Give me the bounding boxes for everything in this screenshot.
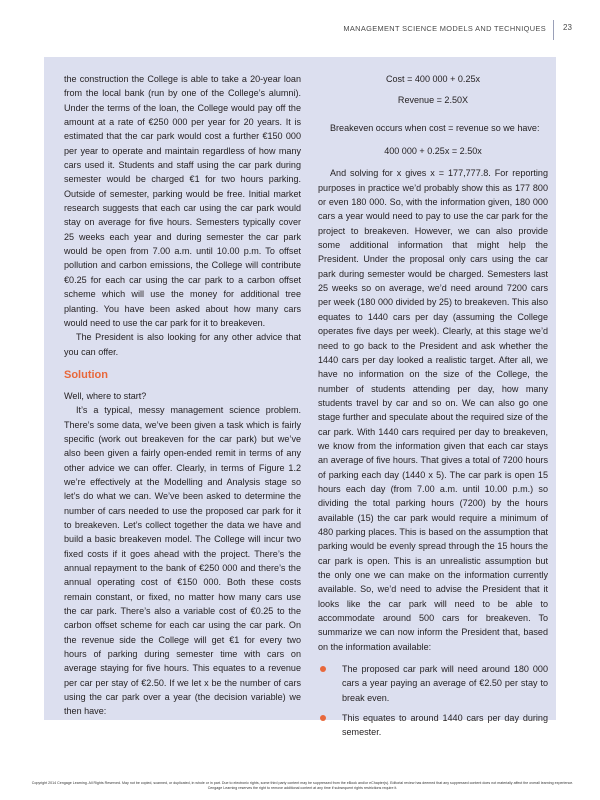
running-header-title: MANAGEMENT SCIENCE MODELS AND TECHNIQUES xyxy=(343,24,546,33)
page-header xyxy=(0,0,600,40)
copyright-notice: Copyright 2014 Cengage Learning. All Rights Reserved. May not be copied, scanned, or duplicated, in whole or in part. Due to electronic rights, some third party content may be suppressed from the eBook and/or eChapter(s). Editorial review has deemed that any suppressed content does not materially affect the overall learning experience. Cengage Learning reserves the right to remove additional content at any time if subsequent rights restrictions require it. xyxy=(31,781,574,791)
revenue-equation: Revenue = 2.50X xyxy=(397,95,469,106)
paragraph: It’s a typical, messy management science problem. There’s some data, we’ve been given a task which is fairly specific (work out breakeven for the car park) but we’ve also been given a fairly open-ended remit in terms of any other advice we can offer. Clearly, in terms of Figure 1.2 we’re effectively at the Modelling and Analysis stage so let’s do what we can. We’ve been asked to determine the number of cars needed to use the proposed car park for it to breakeven. Let’s collect together the data we have and build a basic breakeven model. The College will incur two fixed costs if it goes ahead with the project. There’s the annual repayment to the bank of €250 000 and there’s the annual operating cost of €150 000. Both these costs remain constant, or fixed, no matter how many cars use the car park. There’s also a variable cost of €0.25 to the carbon offset scheme for each car using the car park. On the revenue side the College will get €1 for every two hours of parking during semester time with cars on average staying for five hours. This equates to a revenue per car per stay of €2.50. If we let x be the number of cars using the car park over a year (the decision variable) we then have: xyxy=(64,405,301,717)
right-column xyxy=(318,72,548,746)
page-number: 23 xyxy=(563,23,572,32)
bullet-icon xyxy=(320,715,326,721)
list-item xyxy=(318,662,548,705)
summary-list xyxy=(318,662,548,740)
list-item-text: The proposed car park will need around 180 000 cars a year paying an average of €2.50 per stay to break even. xyxy=(342,664,548,703)
cost-equation: Cost = 400 000 + 0.25x xyxy=(385,74,481,84)
breakeven-equation: 400 000 + 0.25x = 2.50x xyxy=(384,146,482,157)
list-item-text: This equates to around 1440 cars per day during semester. xyxy=(342,713,548,738)
paragraph: the construction the College is able to take a 20-year loan from the local bank (run by one of the College’s alumni). Under the terms of the loan, the College would pay off the amount at a rate of €250 000 per year for 20 years. It is estimated that the car park would cost a further €150 000 per year to operate and maintain regardless of how many cars used it. Students and staff using the car park during semester would be charged €1 for two hours parking. Outside of semester, parking would be free. Initial market research suggests that each car using the car park would stay on average for five hours. Semesters typically cover 25 weeks each year and during semester the car park would be open from 7.00 a.m. until 10.00 p.m. To offset pollution and carbon emissions, the College will contribute €0.25 for each car using the car park to a carbon offset scheme which will use the money for additional tree planting. You have been asked about how many cars would need to use the car park for it to breakeven. xyxy=(64,74,301,328)
list-item xyxy=(318,711,548,740)
paragraph: And solving for x gives x = 177,777.8. For reporting purposes in practice we’d probably show this as 177 800 or even 180 000. So, with the information given, 180 000 cars a year would need to pay to use the car park for the project to breakeven. However, we can also provide some additional information that might help the President. Under the proposal only cars using the car park during semester would be charged. Semesters last 25 weeks so on average, we’d need around 7200 cars per week (180 000 divided by 25) to breakeven. This also equates to 1440 cars per day (assuming the College operates five days per week). Clearly, at this stage we’d need to go back to the President and ask whether the 1440 cars per day looked a realistic target. After all, we have no information on the size of the College, the number of students attending per day, how many students travel by car and so on. We can also go one stage further and speculate about the required size of the car park. With 1440 cars required per day to breakeven, we know from the information given that each car stays an average of five hours. That gives a total of 7200 hours of parking each day (1440 x 5). The car park is open 15 hours each day (from 7.00 a.m. until 10.00 p.m.) so dividing the total parking hours (7200) by the hours available (15) the car park would require a minimum of 480 parking places. This is based on the assumption that parking would be evenly spread through the 15 hours the car park is open. This is an unrealistic assumption but the only one we can make on the information currently available. So, we’d need to advise the President that it looks like the car park will need to be able to accommodate around 500 cars for breakeven. To summarize we can now inform the President that, based on the information available: xyxy=(318,168,548,652)
left-column xyxy=(64,72,301,719)
header-divider xyxy=(553,20,554,40)
solution-heading: Solution xyxy=(64,368,108,381)
paragraph: The President is also looking for any other advice that you can offer. xyxy=(64,332,301,357)
bullet-icon xyxy=(320,666,326,672)
paragraph: Breakeven occurs when cost = revenue so we have: xyxy=(330,122,540,133)
paragraph: Well, where to start? xyxy=(64,390,147,401)
